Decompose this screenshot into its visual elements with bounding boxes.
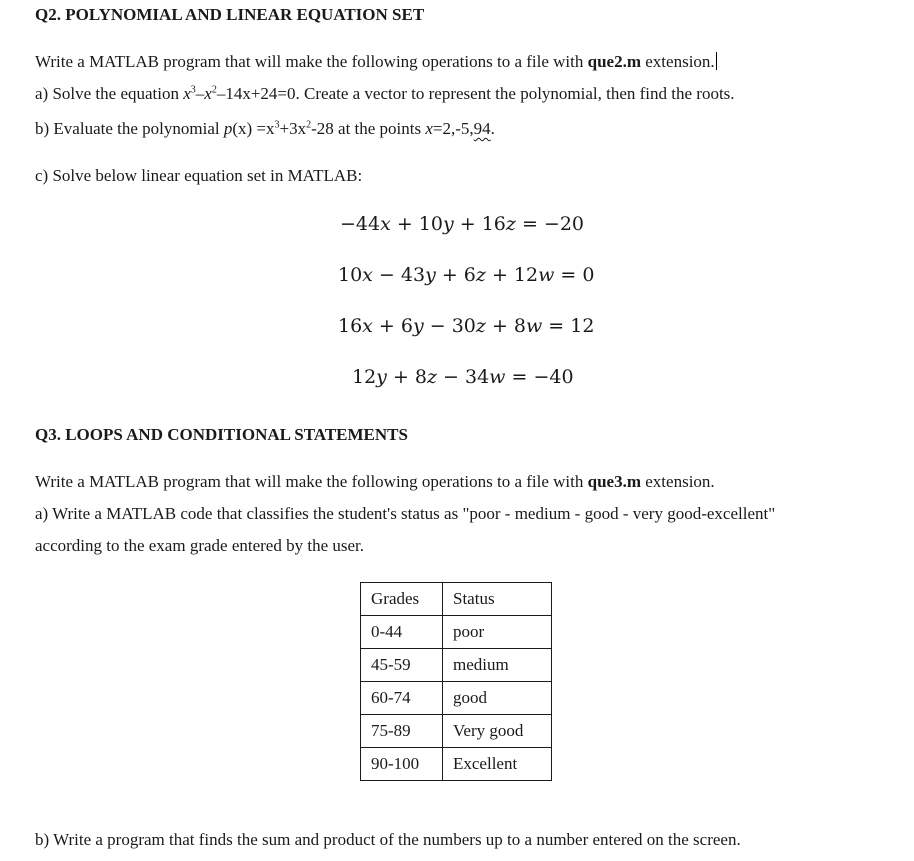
q3-part-b: b) Write a program that finds the sum and product of the numbers up to a number entered on the screen.	[35, 830, 741, 849]
equation-rhs: = −40	[511, 366, 574, 388]
q2-a-rest: –14x+24=0. Create a vector to represent the polynomial, then find the roots.	[216, 84, 735, 103]
q3-part-a-line2: according to the exam grade entered by the user.	[35, 536, 365, 555]
q2-b-var: x	[425, 119, 433, 138]
q3-intro-text: Write a MATLAB program that will make the following operations to a file with	[35, 472, 588, 491]
equation-1	[340, 213, 584, 235]
equation-rhs: = 0	[560, 264, 595, 286]
q2-part-b	[35, 119, 495, 139]
q2-b-term: -28 at the points	[311, 119, 426, 138]
q2-a-var: x	[204, 84, 212, 103]
table-row	[361, 616, 552, 649]
grade-range-cell: 75-89	[361, 715, 443, 748]
q2-intro-text: Write a MATLAB program that will make the following operations to a file with	[35, 52, 588, 71]
equation-3	[338, 315, 594, 337]
q2-part-c: c) Solve below linear equation set in MATLAB:	[35, 166, 363, 185]
q3-filename: que3.m	[587, 472, 642, 491]
equation-lhs: −44𝑥 + 10𝑦 + 16𝑧	[340, 213, 516, 235]
q2-a-op: –	[195, 84, 205, 103]
status-cell: medium	[443, 649, 552, 682]
table-row	[361, 748, 552, 781]
status-cell: Very good	[443, 715, 552, 748]
table-header-cell: Status	[443, 583, 552, 616]
equation-lhs: 12𝑦 + 8𝑧 − 34𝑤	[352, 366, 506, 388]
q3-heading: Q3. LOOPS AND CONDITIONAL STATEMENTS	[35, 425, 408, 444]
q2-intro-end: extension.	[641, 52, 715, 71]
status-cell: good	[443, 682, 552, 715]
grades-table	[360, 582, 552, 781]
q2-b-end: .	[490, 119, 495, 138]
grade-range-cell: 0-44	[361, 616, 443, 649]
equation-4	[352, 366, 574, 388]
text-cursor	[716, 52, 717, 70]
status-cell: Excellent	[443, 748, 552, 781]
equation-lhs: 16𝑥 + 6𝑦 − 30𝑧 + 8𝑤	[338, 315, 543, 337]
q2-a-exp: 3	[190, 84, 196, 96]
table-row	[361, 649, 552, 682]
equation-rhs: = −20	[521, 213, 585, 235]
equation-lhs: 10𝑥 − 43𝑦 + 6𝑧 + 12𝑤	[338, 264, 555, 286]
q2-part-a	[35, 84, 735, 104]
q3-intro-end: extension.	[641, 472, 715, 491]
table-header-cell: Grades	[361, 583, 443, 616]
q2-b-spellcheck-word[interactable]: 94	[473, 119, 491, 138]
q3-part-a-line1: a) Write a MATLAB code that classifies the student's status as "poor - medium - good - very good-excellent"	[35, 504, 776, 523]
q2-filename: que2.m	[587, 52, 642, 71]
q2-b-exp: 2	[306, 119, 312, 131]
table-row	[361, 715, 552, 748]
table-header-row	[361, 583, 552, 616]
q2-b-func: p	[223, 119, 233, 138]
q2-b-points: =2,-5,	[432, 119, 474, 138]
grade-range-cell: 45-59	[361, 649, 443, 682]
q3-intro	[35, 472, 715, 492]
equation-2	[338, 264, 594, 286]
q2-intro	[35, 52, 717, 72]
status-cell: poor	[443, 616, 552, 649]
q2-b-arg: (x)	[232, 119, 253, 138]
grade-range-cell: 90-100	[361, 748, 443, 781]
table-row	[361, 682, 552, 715]
q2-b-prefix: b) Evaluate the polynomial	[35, 119, 224, 138]
equation-rhs: = 12	[548, 315, 595, 337]
grade-range-cell: 60-74	[361, 682, 443, 715]
q2-a-exp: 2	[211, 84, 217, 96]
q2-b-exp: 3	[274, 119, 280, 131]
q2-b-term: =x	[252, 119, 275, 138]
q2-a-var: x	[183, 84, 191, 103]
q2-b-term: +3x	[279, 119, 307, 138]
q2-heading: Q2. POLYNOMIAL AND LINEAR EQUATION SET	[35, 5, 425, 24]
q2-a-prefix: a) Solve the equation	[35, 84, 184, 103]
